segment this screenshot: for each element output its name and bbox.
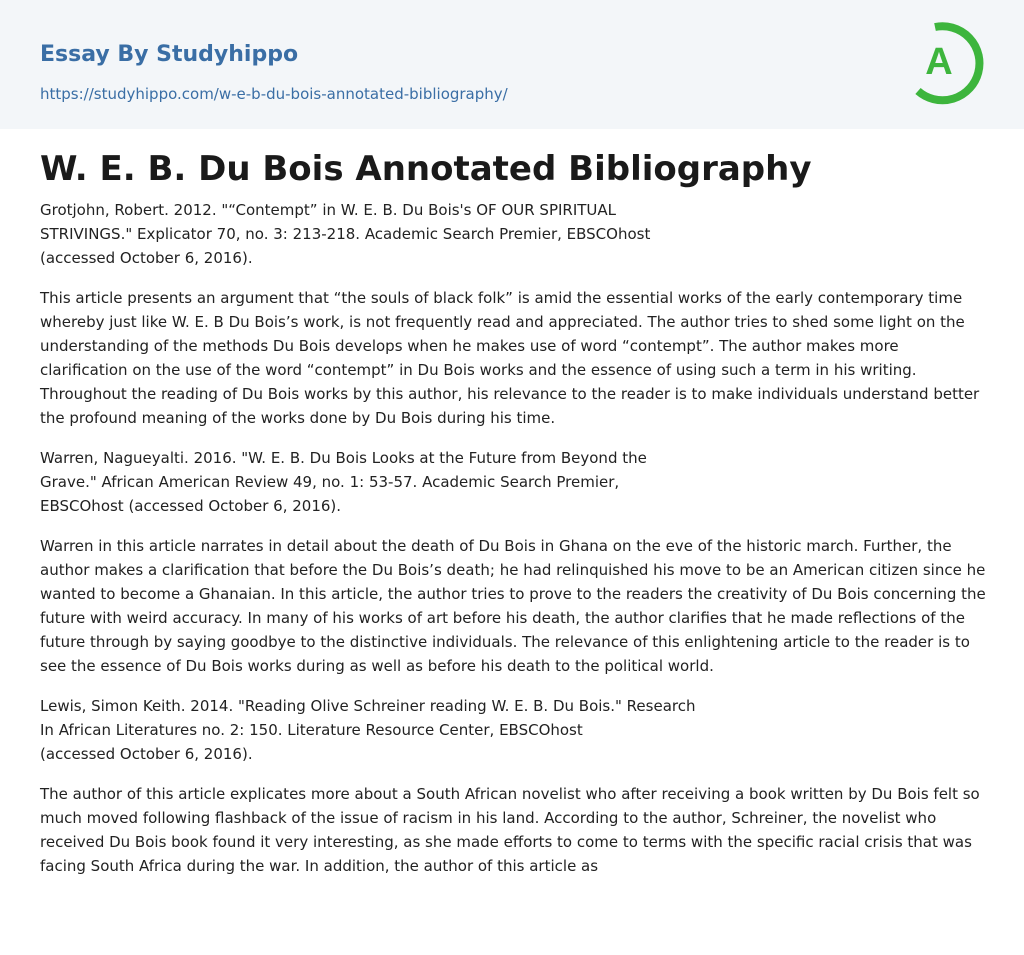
logo-letter: A bbox=[925, 41, 953, 83]
citation-warren: Warren, Nagueyalti. 2016. "W. E. B. Du Bois Looks at the Future from Beyond the Grave." African American Review 49, no. 1: 53-57. Academic Search Premier, EBSCOhost (accessed October 6, 2016). bbox=[40, 449, 647, 515]
annotation-warren: Warren in this article narrates in detail about the death of Du Bois in Ghana on the eve of the historic march. Further, the author makes a clarification that before the Du Bois’s death; he had relinquished his move to be an American citizen since he wanted to become a Ghanaian. In this article, the author tries to prove to the readers the creativity of Du Bois concerning the future with weird accuracy. In many of his works of art before his death, the author clarifies that he made reflections of the future through by saying goodbye to the distinctive individuals. The relevance of this enlightening article to the reader is to see the essence of Du Bois works during as well as before his death to the political world. bbox=[40, 537, 986, 675]
citation-grotjohn: Grotjohn, Robert. 2012. "“Contempt” in W. E. B. Du Bois's OF OUR SPIRITUAL STRIVINGS." Explicator 70, no. 3: 213-218. Academic Search Premier, EBSCOhost (accessed October 6, 2016). bbox=[40, 201, 651, 267]
annotation-lewis: The author of this article explicates more about a South African novelist who after receiving a book written by Du Bois felt so much moved following flashback of the issue of racism in his land. According to the author, Schreiner, the novelist who received Du Bois book found it very interesting, as she made efforts to come to terms with the specific racial crisis that was facing South Africa during the war. In addition, the author of this article as bbox=[40, 785, 980, 875]
annotation-grotjohn: This article presents an argument that “the souls of black folk” is amid the essential works of the early contemporary time whereby just like W. E. B Du Bois’s work, is not frequently read and appreciated. The author tries to shed some light on the understanding of the methods Du Bois develops when he makes use of word “contempt”. The author makes more clarification on the use of the word “contempt” in Du Bois works and the essence of using such a term in his writing. Throughout the reading of Du Bois works by this author, his relevance to the reader is to make individuals understand better the profound meaning of the works done by Du Bois during his time. bbox=[40, 289, 980, 427]
studyhippo-logo-icon[interactable] bbox=[913, 19, 987, 105]
page-url-link[interactable]: https://studyhippo.com/w-e-b-du-bois-annotated-bibliography/ bbox=[40, 85, 508, 103]
citation-lewis: Lewis, Simon Keith. 2014. "Reading Olive Schreiner reading W. E. B. Du Bois." Research In African Literatures no. 2: 150. Literature Resource Center, EBSCOhost (accessed October 6, 2016). bbox=[40, 697, 696, 763]
site-brand[interactable]: Essay By Studyhippo bbox=[40, 42, 299, 67]
site-header bbox=[0, 0, 1024, 129]
essay-content bbox=[40, 140, 990, 894]
essay-title: W. E. B. Du Bois Annotated Bibliography bbox=[40, 149, 812, 189]
